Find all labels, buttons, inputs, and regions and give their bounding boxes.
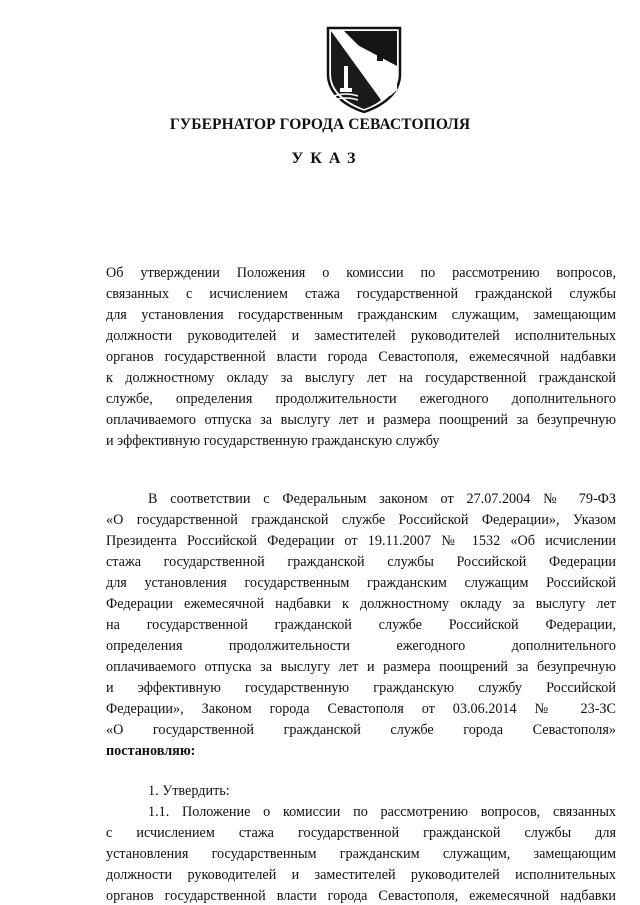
coat-of-arms-icon xyxy=(322,22,406,114)
title-line: для установления государственным гражданским служащим, замещающим xyxy=(106,307,616,323)
title-line: связанных с исчислением стажа государственной гражданской службы xyxy=(106,286,616,302)
title-line: и эффективную государственную гражданскую службу xyxy=(106,433,440,449)
title-line: должности руководителей и заместителей руководителей исполнительных xyxy=(106,328,616,344)
preamble-line: определения продолжительности ежегодного дополнительного xyxy=(106,638,616,654)
item-1-1-line: установления государственным гражданским служащим, замещающим xyxy=(106,846,616,862)
item-1-1-line: должности руководителей и заместителей руководителей исполнительных xyxy=(106,867,616,883)
preamble-line: Федерации», Законом города Севастополя от 03.06.2014 № 23-ЗС xyxy=(106,701,616,717)
preamble-line: Федерации ежемесячной надбавки к должностному окладу за выслугу лет xyxy=(106,596,616,612)
title-line: оплачиваемого отпуска за выслугу лет и размера поощрений за безупречную xyxy=(106,412,616,428)
preamble-line: стажа государственной гражданской службы Российской Федерации xyxy=(106,554,616,570)
preamble-line: «О государственной гражданской службе Российской Федерации», Указом xyxy=(106,512,616,528)
item-1-heading: 1. Утвердить: xyxy=(148,783,230,799)
preamble-line: для установления государственным гражданским служащим Российской xyxy=(106,575,616,591)
preamble-line: «О государственной гражданской службе города Севастополя» xyxy=(106,722,616,738)
title-line: органов государственной власти города Севастополя, ежемесячной надбавки xyxy=(106,349,616,365)
resolution-word: постановляю: xyxy=(106,743,196,759)
preamble-line: В соответствии с Федеральным законом от 27.07.2004 № 79-ФЗ xyxy=(148,491,616,507)
title-line: службе, определения продолжительности ежегодного дополнительного xyxy=(106,391,616,407)
document-type: УКАЗ xyxy=(291,150,363,167)
preamble-line: на государственной гражданской службе Российской Федерации, xyxy=(106,617,616,633)
item-1-1-line: 1.1. Положение о комиссии по рассмотрению вопросов, связанных xyxy=(148,804,616,820)
title-line: к должностному окладу за выслугу лет на государственной гражданской xyxy=(106,370,616,386)
authority-title: ГУБЕРНАТОР ГОРОДА СЕВАСТОПОЛЯ xyxy=(169,116,471,133)
preamble-line: и эффективную государственную гражданскую службу Российской xyxy=(106,680,616,696)
preamble-line: оплачиваемого отпуска за выслугу лет и размера поощрений за безупречную xyxy=(106,659,616,675)
preamble-line: Президента Российской Федерации от 19.11.2007 № 1532 «Об исчислении xyxy=(106,533,616,549)
item-1-1-line: органов государственной власти города Севастополя, ежемесячной надбавки xyxy=(106,888,616,904)
title-line: Об утверждении Положения о комиссии по рассмотрению вопросов, xyxy=(106,265,616,281)
item-1-1-line: с исчислением стажа государственной гражданской службы для xyxy=(106,825,616,841)
